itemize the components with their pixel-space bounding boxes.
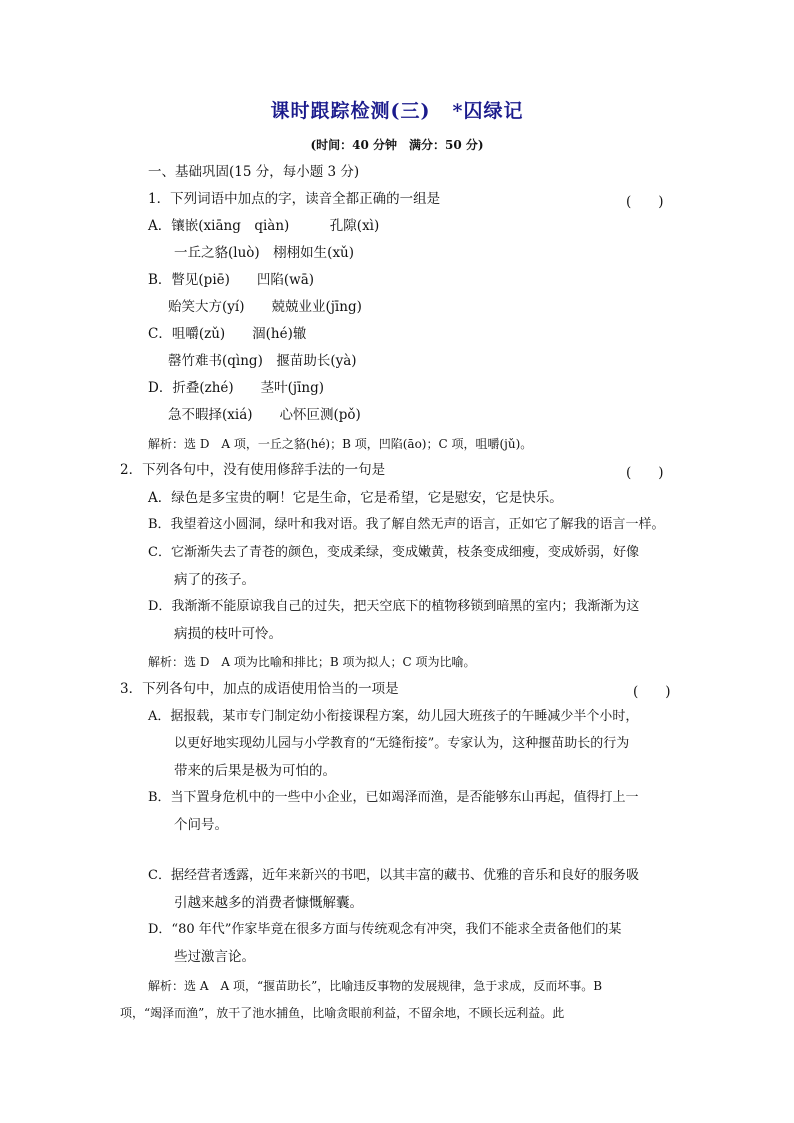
q3-option-a-line2: 以更好地实现幼儿园与小学教育的“无缝衔接”。专家认为，这种揠苗助长的行为 — [174, 736, 630, 751]
q3-analysis-line1: 解析：选 A A 项，“揠苗助长”，比喻违反事物的发展规律，急于求成，反而坏事。B — [148, 979, 603, 993]
q1-stem: 1．下列词语中加点的字，读音全都正确的一组是 — [148, 191, 441, 207]
q3-option-b-line2: 个问号。 — [174, 817, 228, 833]
q3-analysis-line2: 项，“竭泽而渔”，放干了池水捕鱼，比喻贪眼前利益，不留余地，不顾长远利益。此 — [120, 1006, 565, 1020]
q1-option-b-line1: B．瞥见(piē) 凹陷(wā) — [148, 272, 315, 288]
q3-stem: 3．下列各句中，加点的成语使用恰当的一项是 — [120, 681, 399, 697]
q2-option-c-line1: C．它渐渐失去了青苍的颜色，变成柔绿，变成嫩黄，枝条变成细瘦，变成娇弱，好像 — [148, 545, 639, 560]
q1-option-d-line2: 急不暇择(xiá) 心怀叵测(pǒ) — [168, 407, 361, 423]
q1-option-c-line1: C．咀嚼(zǔ) 涸(hé)辙 — [148, 326, 307, 342]
q1-option-c-line2: 罄竹难书(qìng) 揠苗助长(yà) — [168, 353, 357, 369]
q3-answer-paren: ( ) — [633, 684, 671, 700]
q1-option-d-line1: D．折叠(zhé) 茎叶(jīng) — [148, 380, 325, 396]
q2-option-d-line2: 病损的枝叶可怜。 — [174, 626, 282, 642]
q2-answer-paren: ( ) — [626, 465, 664, 481]
section-heading: 一、基础巩固(15 分，每小题 3 分) — [148, 164, 360, 180]
q3-option-d-line2: 些过激言论。 — [174, 949, 255, 965]
q3-option-d-line1: D．“80 年代”作家毕竟在很多方面与传统观念有冲突，我们不能求全责备他们的某 — [148, 922, 622, 937]
q2-option-d-line1: D．我渐渐不能原谅我自己的过失，把天空底下的植物移锁到暗黑的室内；我渐渐为这 — [148, 599, 640, 614]
q3-option-a-line1: A．据报载，某市专门制定幼小衔接课程方案，幼儿园大班孩子的午睡减少半个小时， — [148, 709, 639, 724]
q1-answer-paren: ( ) — [626, 194, 664, 210]
q3-option-a-line3: 带来的后果是极为可怕的。 — [174, 763, 336, 779]
title-suffix: *囚绿记 — [452, 100, 524, 122]
q1-option-a-line2: 一丘之貉(luò) 栩栩如生(xǔ) — [174, 245, 355, 261]
q3-option-c-line2: 引越来越多的消费者慷慨解囊。 — [174, 895, 363, 911]
q2-analysis: 解析：选 D A 项为比喻和排比；B 项为拟人；C 项为比喻。 — [148, 655, 476, 669]
q2-option-a: A．绿色是多宝贵的啊！它是生命，它是希望，它是慰安，它是快乐。 — [148, 490, 563, 506]
page-title — [0, 96, 794, 123]
title-main: 课时跟踪检测(三) — [270, 100, 431, 122]
q2-stem: 2．下列各句中，没有使用修辞手法的一句是 — [120, 462, 386, 478]
q2-option-b: B．我望着这小圆洞，绿叶和我对语。我了解自然无声的语言，正如它了解我的语言一样。 — [148, 517, 665, 532]
q1-option-a-line1: A．镶嵌(xiāng qiàn) 孔隙(xì) — [148, 218, 380, 234]
q3-option-c-line1: C．据经营者透露，近年来新兴的书吧，以其丰富的藏书、优雅的音乐和良好的服务吸 — [148, 868, 639, 883]
q1-analysis: 解析：选 D A 项，一丘之貉(hé)；B 项，凹陷(āo)；C 项，咀嚼(jǔ)。 — [148, 437, 533, 451]
q1-option-b-line2: 贻笑大方(yí) 兢兢业业(jīng) — [168, 299, 362, 315]
q3-option-b-line1: B．当下置身危机中的一些中小企业，已如竭泽而渔，是否能够东山再起，值得打上一 — [148, 790, 639, 805]
page-subtitle: (时间：40 分钟 满分：50 分) — [310, 138, 484, 152]
q2-option-c-line2: 病了的孩子。 — [174, 572, 255, 588]
